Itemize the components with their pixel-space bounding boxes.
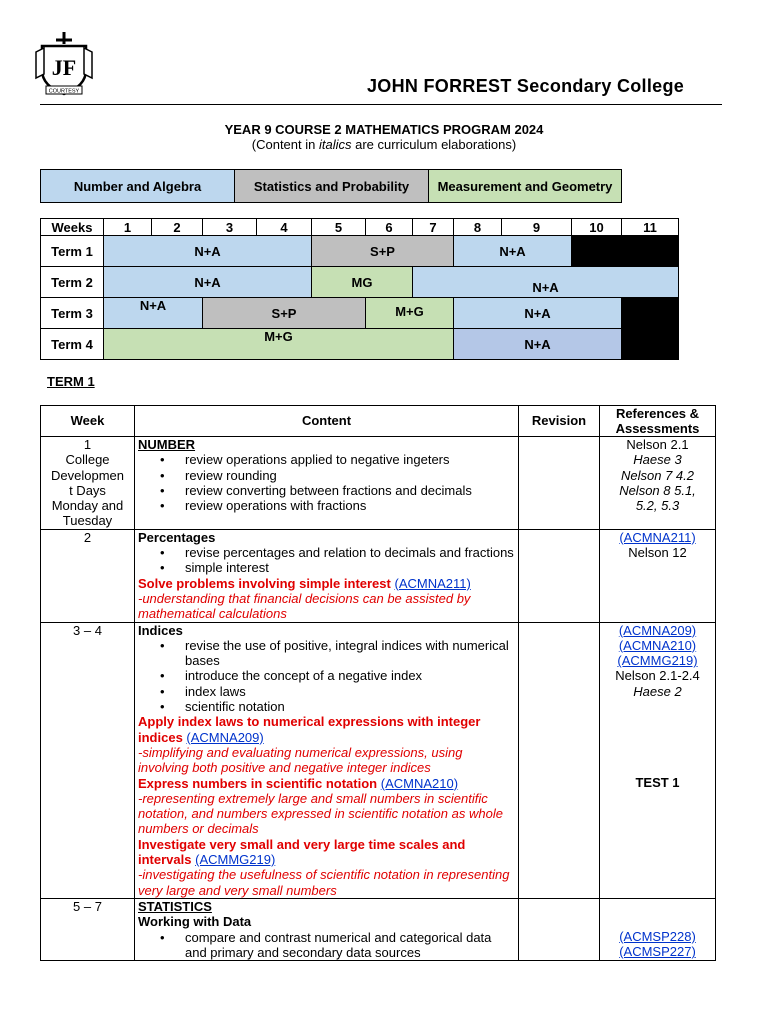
term1-table [40,405,716,961]
topic-bullets [138,452,515,513]
week-number-header: 8 [454,219,502,236]
revision-cell [519,622,600,898]
curriculum-outcome: Investigate very small and very large time scales and intervals [138,836,466,868]
col-header-content: Content [135,406,519,437]
strand-block-na2: N+A [454,329,622,360]
term-label: Term 2 [41,267,104,298]
list-item: • scientific notation [185,699,515,714]
week-number-header: 10 [572,219,622,236]
legend-number-algebra: Number and Algebra [41,170,235,202]
strand-block-blk [572,236,679,267]
col-header-week: Week [41,406,135,437]
week-cell: 5 – 7 [41,898,135,960]
strand-block-mg: M+G [104,329,454,360]
topic-title: Percentages [138,529,216,545]
strand-block-na: N+A [454,298,622,329]
logo-lettering: JF [51,55,77,80]
week-cell: 1 College Developmen t Days Monday and Tuesday [41,437,135,530]
legend-measurement-geometry: Measurement and Geometry [429,170,621,202]
curriculum-elaboration: -investigating the usefulness of scientific notation in representing very large and very small numbers [138,867,510,898]
list-item: • review converting between fractions and decimals [185,483,515,498]
term-label: Term 1 [41,236,104,267]
content-cell [135,529,519,622]
references-cell: (ACMNA209) (ACMNA210) (ACMMG219) Nelson 2.1-2.4 Haese 2 TEST 1 [600,622,716,898]
list-item: • review rounding [185,468,515,483]
curriculum-elaboration: -understanding that financial decisions can be assisted by mathematical calculations [138,590,471,622]
curriculum-code-link[interactable]: (ACMNA211) [394,575,471,591]
week-number-header: 1 [104,219,152,236]
table-row [41,437,716,530]
references-cell: (ACMNA211) Nelson 12 [600,529,716,622]
content-cell [135,437,519,530]
term-label: Term 3 [41,298,104,329]
list-item: • index laws [185,684,515,699]
curriculum-code-link[interactable]: (ACMNA209) [618,622,697,638]
table-row [41,529,716,622]
strand-block-mg: MG [312,267,413,298]
table-row [41,622,716,898]
curriculum-code-link[interactable]: (ACMNA210) [618,637,697,653]
list-item: • compare and contrast numerical and categorical data and primary and secondary data sources [185,930,515,961]
curriculum-code-link[interactable]: (ACMNA209) [186,729,264,745]
strand-block-blk [622,329,679,360]
term-label: Term 4 [41,329,104,360]
strand-legend [40,169,622,203]
revision-cell [519,437,600,530]
curriculum-elaboration: -simplifying and evaluating numerical expressions, using involving both positive and negative integer indices [138,744,463,776]
table-row [41,898,716,960]
week-cell: 2 [41,529,135,622]
legend-statistics-probability: Statistics and Probability [235,170,429,202]
week-number-header: 11 [622,219,679,236]
curriculum-code-link[interactable]: (ACMSP227) [619,944,696,960]
assessment-label: TEST 1 [635,775,680,791]
week-cell: 3 – 4 [41,622,135,898]
topic-subtitle: Working with Data [138,914,252,930]
week-number-header: 7 [413,219,454,236]
curriculum-outcome: Apply index laws to numerical expressions with integer indices [138,714,481,745]
week-number-header: 9 [502,219,572,236]
list-item: • revise the use of positive, integral indices with numerical bases [185,638,515,669]
weeks-header-label: Weeks [41,219,104,236]
term1-heading: TERM 1 [47,374,95,389]
topic-title: Indices [138,622,183,638]
list-item: • simple interest [185,560,515,575]
topic-title: STATISTICS [138,898,212,914]
strand-block-na: N+A [454,236,572,267]
strand-block-blk [622,298,679,329]
list-item: • review operations applied to negative ingeters [185,452,515,467]
logo-motto: COURTESY [48,88,80,95]
curriculum-code-link[interactable]: (ACMNA211) [619,529,696,545]
curriculum-code-link[interactable]: (ACMMG219) [617,653,698,669]
curriculum-outcome: Express numbers in scientific notation [138,775,378,791]
week-number-header: 3 [203,219,257,236]
revision-cell [519,529,600,622]
topic-title: NUMBER [138,437,196,452]
list-item: • introduce the concept of a negative index [185,668,515,683]
college-crest-logo [34,30,94,102]
week-number-header: 5 [312,219,366,236]
curriculum-elaboration: -representing extremely large and small numbers in scientific notation, and numbers expressed in scientific notation as whole numbers or decimals [138,790,503,837]
col-header-references: References & Assessments [600,406,716,437]
curriculum-code-link[interactable]: (ACMNA210) [380,775,459,791]
strand-block-sp: S+P [203,298,366,329]
strand-block-na: N+A [104,298,203,329]
school-name: JOHN FORREST Secondary College [367,76,685,96]
strand-block-na: N+A [104,267,312,298]
table-header-row [41,406,716,437]
week-number-header: 4 [257,219,312,236]
revision-cell [519,898,600,960]
strand-block-mg: M+G [366,298,454,329]
references-cell [600,898,716,960]
document-subtitle: (Content in italics are curriculum elaborations) [251,137,517,152]
list-item: • revise percentages and relation to decimals and fractions [185,545,515,560]
term-overview-grid [40,218,679,360]
header-rule [40,104,722,105]
list-item: • review operations with fractions [185,498,515,513]
document-title: YEAR 9 COURSE 2 MATHEMATICS PROGRAM 2024 [224,122,544,137]
content-cell [135,898,519,960]
strand-block-na: N+A [413,267,679,298]
strand-block-na: N+A [104,236,312,267]
week-number-header: 6 [366,219,413,236]
references-cell: Nelson 2.1 Haese 3 Nelson 7 4.2 Nelson 8 5.1, 5.2, 5.3 [600,437,716,530]
week-number-header: 2 [152,219,203,236]
curriculum-code-link[interactable]: (ACMSP228) [619,928,696,944]
curriculum-code-link[interactable]: (ACMMG219) [195,852,276,868]
col-header-revision: Revision [519,406,600,437]
content-cell [135,622,519,898]
curriculum-outcome: Solve problems involving simple interest [138,575,391,591]
strand-block-sp: S+P [312,236,454,267]
